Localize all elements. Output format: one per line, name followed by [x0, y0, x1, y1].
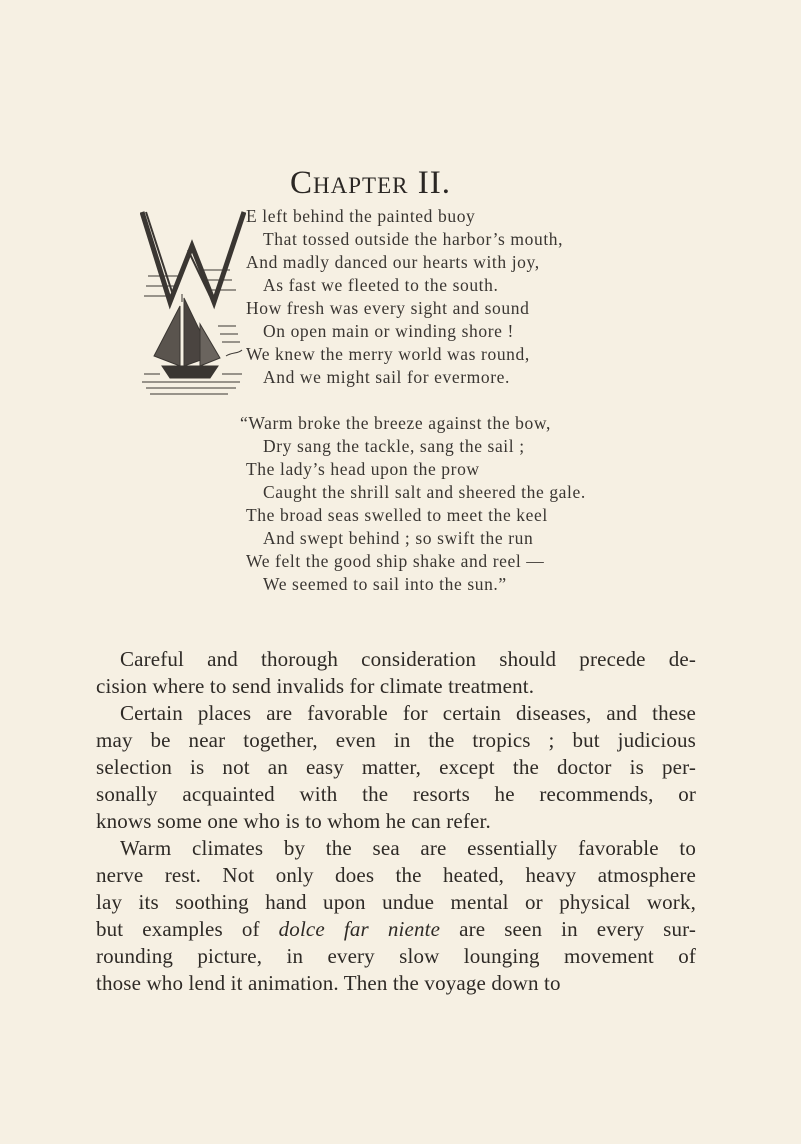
paragraph-line: those who lend it animation. Then the voyage down to	[96, 971, 561, 995]
paragraph-line: selection is not an easy matter, except the doctor is per-	[96, 755, 696, 779]
paragraph-line: may be near together, even in the tropics ; but judicious	[96, 728, 696, 752]
paragraph-line: cision where to send invalids for climate treatment.	[96, 674, 535, 698]
poem-line: Caught the shrill salt and sheered the gale.	[263, 482, 586, 502]
italic-phrase: dolce far niente	[278, 917, 441, 941]
paragraph-line: Certain places are favorable for certain diseases, and these	[120, 701, 696, 725]
poem-line: We seemed to sail into the sun.”	[263, 574, 507, 594]
poem-line: Dry sang the tackle, sang the sail ;	[263, 436, 525, 456]
paragraph-line: rounding picture, in every slow lounging movement of	[96, 944, 696, 968]
text-run: are seen in every sur-	[440, 917, 697, 941]
poem-line: And swept behind ; so swift the run	[263, 528, 534, 548]
paragraph-line: nerve rest. Not only does the heated, heavy atmosphere	[96, 863, 696, 887]
paragraph-line: sonally acquainted with the resorts he recommends, or	[96, 782, 696, 806]
paragraph-line	[96, 916, 696, 943]
text-run: but examples of	[96, 917, 279, 941]
chapter-title: Chapter II.	[290, 165, 451, 201]
poem-line: The broad seas swelled to meet the keel	[246, 505, 548, 525]
paragraph-line: knows some one who is to whom he can refer.	[96, 809, 491, 833]
poem-line: “Warm broke the breeze against the bow,	[240, 413, 551, 433]
prose-body	[96, 646, 696, 997]
poem-line: We knew the merry world was round,	[246, 344, 530, 364]
poem-line: E left behind the painted buoy	[246, 206, 476, 226]
paragraph-line: Careful and thorough consideration should precede de-	[120, 647, 696, 671]
poem-line: We felt the good ship shake and reel —	[246, 551, 545, 571]
poem-line: And we might sail for evermore.	[263, 367, 511, 387]
poem-line: And madly danced our hearts with joy,	[246, 252, 540, 272]
paragraph-line: lay its soothing hand upon undue mental or physical work,	[96, 890, 696, 914]
poem-line: How fresh was every sight and sound	[246, 298, 530, 318]
paragraph-line: Warm climates by the sea are essentially favorable to	[120, 836, 696, 860]
poem-line: As fast we fleeted to the south.	[263, 275, 499, 295]
ship-illustration-icon	[140, 206, 246, 398]
poem-line: That tossed outside the harbor’s mouth,	[263, 229, 564, 249]
poem-line: The lady’s head upon the prow	[246, 459, 480, 479]
poem-line: On open main or winding shore !	[263, 321, 514, 341]
